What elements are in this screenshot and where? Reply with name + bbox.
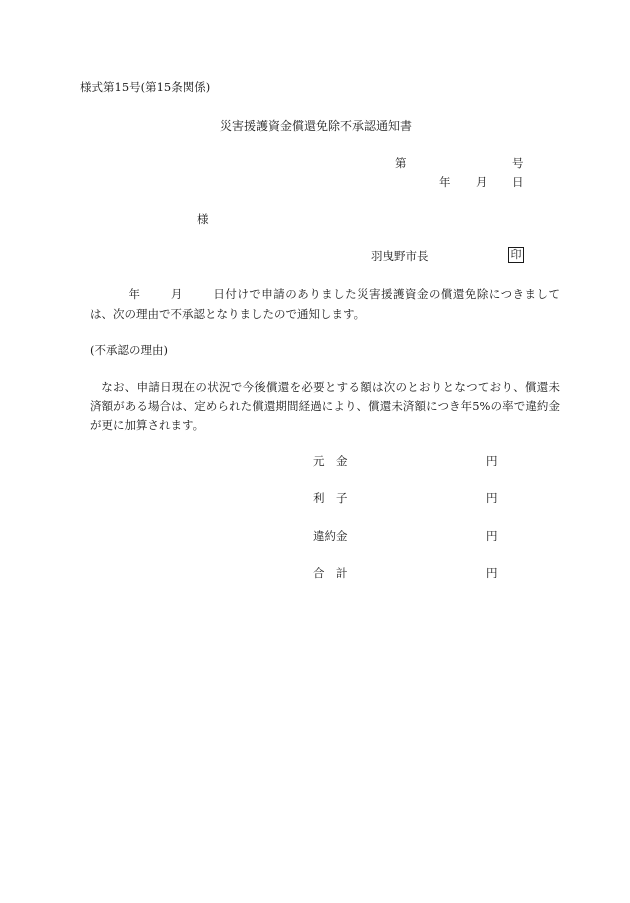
amount-label-interest: 利 子 bbox=[313, 491, 348, 505]
amount-unit-principal: 円 bbox=[486, 454, 498, 468]
date-day-label: 日 bbox=[512, 175, 524, 189]
seal-stamp: 印 bbox=[508, 247, 524, 263]
amount-unit-penalty: 円 bbox=[486, 529, 498, 543]
body-text: 日付けで申請のありました災害援護資金の償還免除につきましては、次の理由で不承認となりましたので通知します。 bbox=[90, 287, 560, 321]
amount-label-total: 合 計 bbox=[313, 566, 348, 580]
body-month-label: 月 bbox=[170, 287, 183, 301]
date-year-label: 年 bbox=[439, 175, 451, 189]
document-number-suffix: 号 bbox=[512, 156, 524, 170]
notice-body-paragraph bbox=[90, 284, 560, 324]
note-paragraph bbox=[90, 378, 560, 435]
amount-unit-interest: 円 bbox=[486, 491, 498, 505]
body-year-label: 年 bbox=[128, 287, 141, 301]
addressee-honorific: 様 bbox=[197, 212, 209, 226]
amount-unit-total: 円 bbox=[486, 566, 498, 580]
date-month-label: 月 bbox=[476, 175, 488, 189]
sender-name: 羽曳野市長 bbox=[371, 249, 429, 263]
amount-label-penalty: 違約金 bbox=[313, 529, 348, 543]
document-number-prefix: 第 bbox=[395, 156, 407, 170]
document-title: 災害援護資金償還免除不承認通知書 bbox=[220, 119, 413, 133]
reason-heading: (不承認の理由) bbox=[90, 343, 168, 357]
note-text: なお、申請日現在の状況で今後償還を必要とする額は次のとおりとなつており、償還未済額がある場合は、定められた償還期間経過により、償還未済額につき年5%の率で違約金が更に加算されます。 bbox=[90, 380, 560, 432]
amount-label-principal: 元 金 bbox=[313, 454, 348, 468]
form-number: 様式第15号(第15条関係) bbox=[80, 80, 211, 94]
